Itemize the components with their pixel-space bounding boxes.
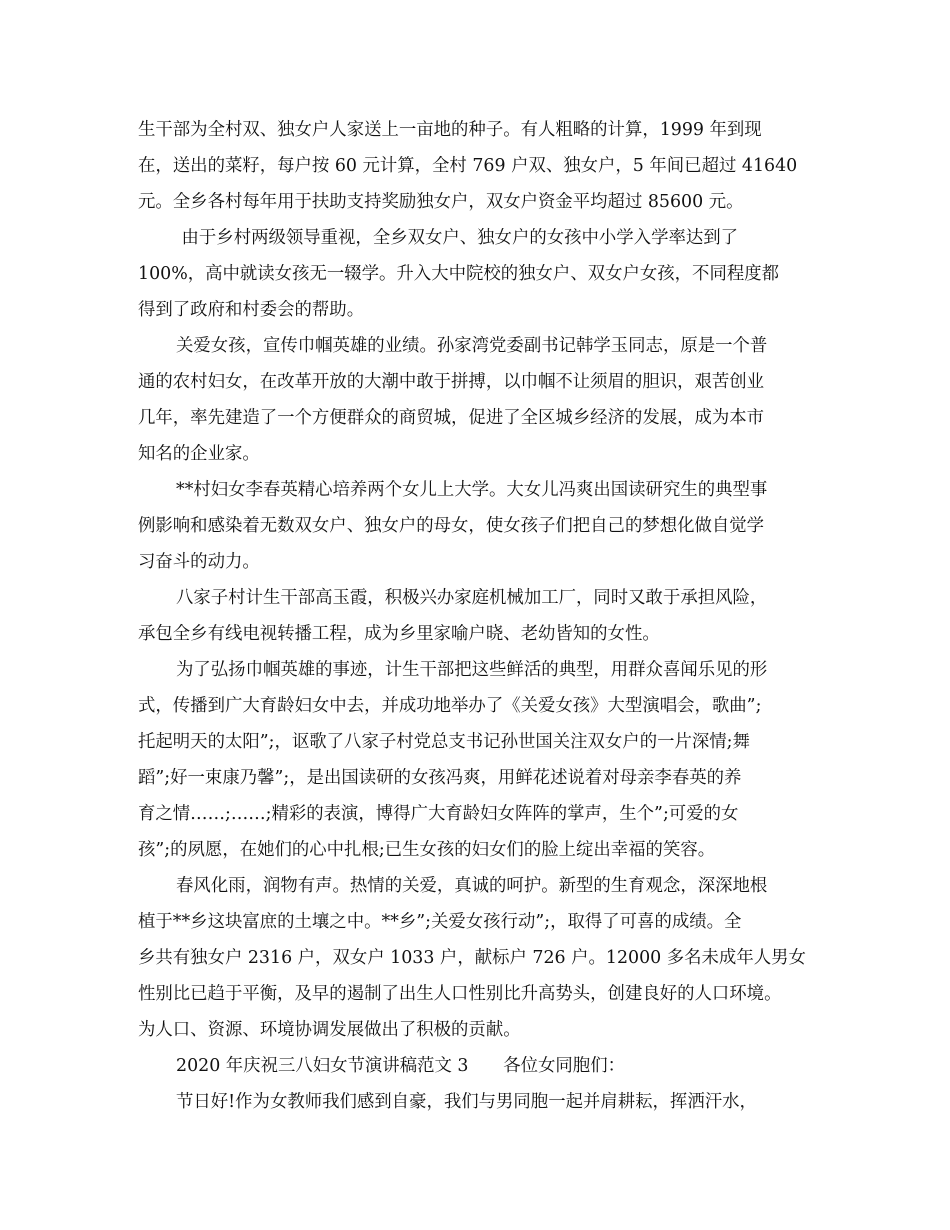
text-line: 为了弘扬巾帼英雄的事迹，计生干部把这些鲜活的典型，用群众喜闻乐见的形	[176, 660, 768, 680]
text-line: 乡共有独女户 2316 户，双女户 1033 户，献标户 726 户。12000 多名未成年人男女	[138, 948, 806, 968]
text-line: 习奋斗的动力。	[138, 552, 260, 572]
text-line: 知名的企业家。	[138, 444, 260, 464]
text-line: 承包全乡有线电视转播工程，成为乡里家喻户晓、老幼皆知的女性。	[138, 624, 660, 644]
text-line: 节日好!作为女教师我们感到自豪，我们与男同胞一起并肩耕耘，挥洒汗水，	[176, 1092, 757, 1112]
text-line: 得到了政府和村委会的帮助。	[138, 300, 365, 320]
text-line: 例影响和感染着无数双女户、独女户的母女，使女孩子们把自己的梦想化做自觉学	[138, 516, 765, 536]
text-line: 关爱女孩，宣传巾帼英雄的业绩。孙家湾党委副书记韩学玉同志，原是一个普	[176, 336, 768, 356]
text-line: **村妇女李春英精心培养两个女儿上大学。大女儿冯爽出国读研究生的典型事	[176, 480, 768, 500]
text-line: 在，送出的菜籽，每户按 60 元计算，全村 769 户双、独女户，5 年间已超过 41640	[138, 156, 798, 176]
text-line: 蹈”;好一束康乃馨”;，是出国读研的女孩冯爽，用鲜花述说着对母亲李春英的养	[138, 768, 742, 788]
text-line: 几年，率先建造了一个方便群众的商贸城，促进了全区城乡经济的发展，成为本市	[138, 408, 765, 428]
text-line: 育之情……;……;精彩的表演，博得广大育龄妇女阵阵的掌声，生个”;可爱的女	[138, 804, 739, 824]
text-line: 元。全乡各村每年用于扶助支持奖励独女户，双女户资金平均超过 85600 元。	[138, 192, 744, 212]
text-line: 春风化雨，润物有声。热情的关爱，真诚的呵护。新型的生育观念，深深地根	[176, 876, 768, 896]
text-line: 植于**乡这块富庶的土壤之中。**乡”;关爱女孩行动”;，取得了可喜的成绩。全	[138, 912, 742, 932]
text-line: 由于乡村两级领导重视，全乡双女户、独女户的女孩中小学入学率达到了	[176, 228, 739, 248]
text-line: 托起明天的太阳”;，讴歌了八家子村党总支书记孙世国关注双女户的一片深情;舞	[138, 732, 750, 752]
text-line: 八家子村计生干部高玉霞，积极兴办家庭机械加工厂，同时又敢于承担风险，	[176, 588, 768, 608]
text-line: 式，传播到广大育龄妇女中去，并成功地举办了《关爱女孩》大型演唱会，歌曲”;	[138, 696, 762, 716]
text-line: 100%，高中就读女孩无一辍学。升入大中院校的独女户、双女户女孩，不同程度都	[138, 264, 780, 284]
text-line: 生干部为全村双、独女户人家送上一亩地的种子。有人粗略的计算，1999 年到现	[138, 120, 762, 140]
text-line: 孩”;的夙愿，在她们的心中扎根;已生女孩的妇女们的脸上绽出幸福的笑容。	[138, 840, 716, 860]
text-line: 通的农村妇女，在改革开放的大潮中敢于拼搏，以巾帼不让须眉的胆识，艰苦创业	[138, 372, 765, 392]
text-line: 性别比已趋于平衡，及早的遏制了出生人口性别比升高势头，创建良好的人口环境。	[138, 984, 782, 1004]
text-line: 为人口、资源、环境协调发展做出了积极的贡献。	[138, 1020, 521, 1040]
section-heading: 2020 年庆祝三八妇女节演讲稿范文 3 各位女同胞们：	[176, 1056, 625, 1076]
